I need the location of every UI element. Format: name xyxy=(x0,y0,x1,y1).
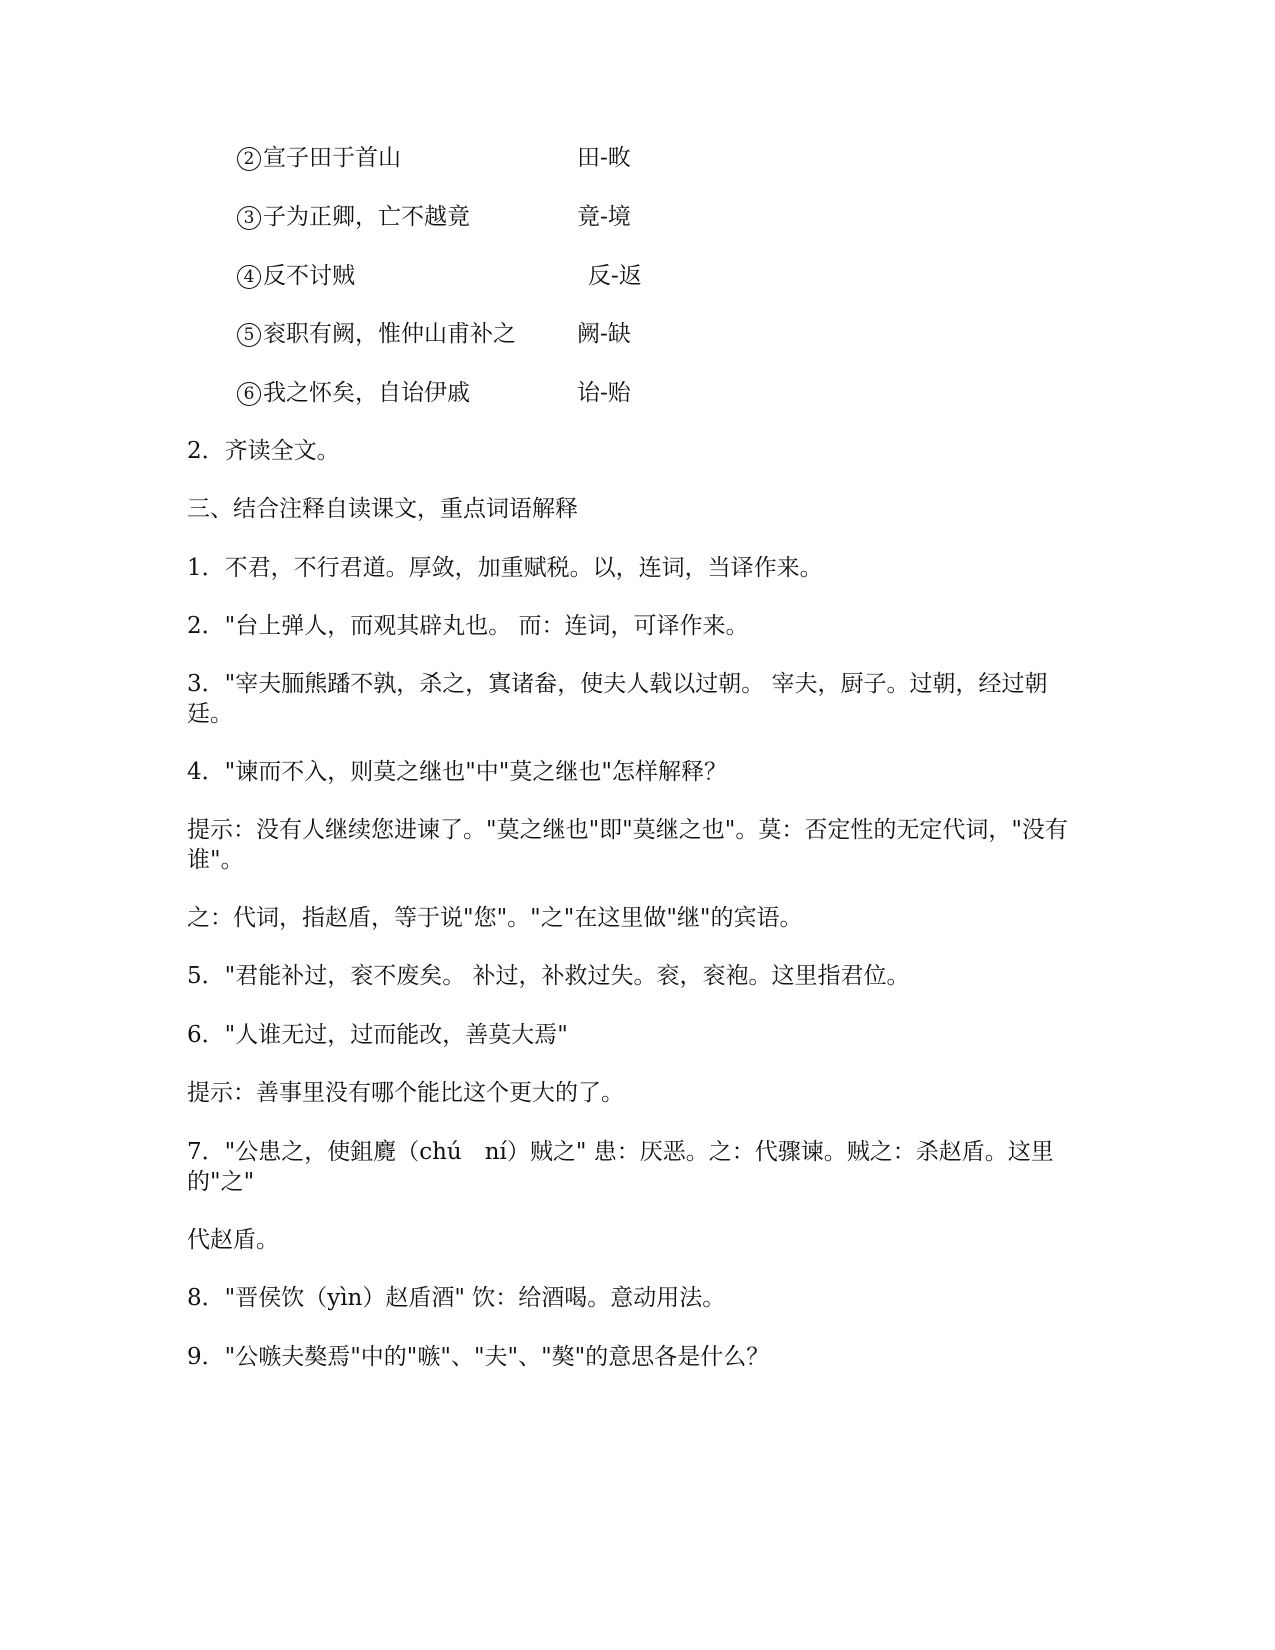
annotation-pair: 竟-境 xyxy=(577,204,631,230)
annotation-text: 衮职有阙，惟仲山甫补之 xyxy=(263,321,516,347)
paragraph: 代赵盾。 xyxy=(187,1227,279,1253)
annotation-text: 宣子田于首山 xyxy=(263,145,401,171)
annotation-row xyxy=(237,378,937,408)
annotation-pair: 诒-贻 xyxy=(577,380,631,406)
annotation-pair: 反-返 xyxy=(588,263,642,289)
paragraph: 4．"谏而不入，则莫之继也"中"莫之继也"怎样解释？ xyxy=(187,759,727,785)
paragraph: 7．"公患之，使鉏麑（chú ní）贼之" 患：厌恶。之：代骤谏。贼之：杀赵盾。这里的"之" xyxy=(187,1139,1054,1195)
paragraph: 5．"君能补过，衮不废矣。 补过，补救过失。衮，衮袍。这里指君位。 xyxy=(187,963,910,989)
paragraph: 提示：善事里没有哪个能比这个更大的了。 xyxy=(187,1080,624,1106)
paragraph: 提示：没有人继续您进谏了。"莫之继也"即"莫继之也"。莫：否定性的无定代词，"没有谁"。 xyxy=(187,817,1068,873)
paragraph: 2．齐读全文。 xyxy=(187,438,340,464)
circled-number: 4 xyxy=(237,265,261,289)
section-heading: 三、结合注释自读课文，重点词语解释 xyxy=(187,496,578,522)
paragraph: 2．"台上弹人，而观其辟丸也。 而：连词，可译作来。 xyxy=(187,613,749,639)
annotation-row xyxy=(237,261,937,291)
circled-number: 3 xyxy=(237,206,261,230)
annotation-row xyxy=(237,319,937,349)
annotation-row xyxy=(237,143,937,173)
annotation-pair: 阙-缺 xyxy=(577,321,631,347)
annotation-pair: 田-畋 xyxy=(577,145,631,171)
paragraph: 6．"人谁无过，过而能改，善莫大焉" xyxy=(187,1022,568,1048)
circled-number: 5 xyxy=(237,323,261,347)
paragraph: 9．"公嗾夫獒焉"中的"嗾"、"夫"、"獒"的意思各是什么？ xyxy=(187,1344,770,1370)
paragraph: 之：代词，指赵盾，等于说"您"。"之"在这里做"继"的宾语。 xyxy=(187,905,803,931)
paragraph: 3．"宰夫胹熊蹯不孰，杀之，寘诸畚，使夫人载以过朝。 宰夫，厨子。过朝，经过朝廷。 xyxy=(187,671,1048,727)
annotation-text: 反不讨贼 xyxy=(263,263,355,289)
annotation-row xyxy=(237,202,937,232)
annotation-text: 我之怀矣，自诒伊戚 xyxy=(263,380,470,406)
annotation-text: 子为正卿，亡不越竟 xyxy=(263,204,470,230)
circled-number: 6 xyxy=(237,382,261,406)
paragraph: 1．不君，不行君道。厚敛，加重赋税。以，连词，当译作来。 xyxy=(187,555,823,581)
paragraph: 8．"晋侯饮（yìn）赵盾酒" 饮：给酒喝。意动用法。 xyxy=(187,1285,726,1311)
circled-number: 2 xyxy=(237,147,261,171)
